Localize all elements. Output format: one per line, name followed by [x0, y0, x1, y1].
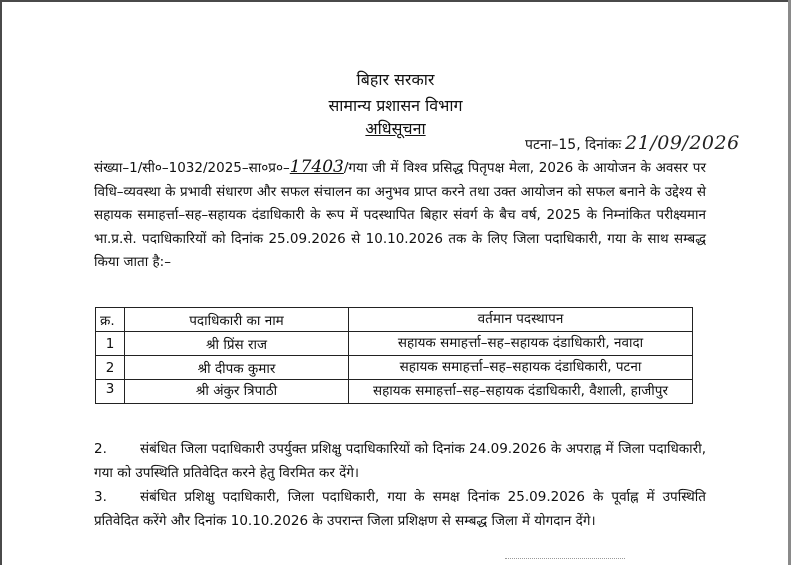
paragraph-3-number: 3. — [94, 489, 107, 505]
paragraph-3 — [94, 486, 706, 533]
reference-number-prefix: संख्या–1/सी०–1032/2025–सा०प्र०– — [94, 160, 290, 176]
paragraph-2-text: संबंधित जिला पदाधिकारी उपर्युक्त प्रशिक्षु पदाधिकारियों को दिनांक 24.09.2026 के अपराह्न में जिला पदाधिकारी, गया को उपस्थिति प्रतिवेदित करने हेतु विरमित कर देंगे। — [94, 441, 706, 481]
dateline — [525, 132, 740, 154]
table-row — [96, 332, 693, 356]
table-header-row — [96, 308, 693, 332]
header-serial: क्र. — [96, 308, 125, 332]
officers-table — [95, 307, 693, 404]
dateline-place: पटना–15, दिनांकः — [525, 137, 622, 153]
cell-officer-name: श्री दीपक कुमार — [125, 356, 349, 380]
header-current-posting: वर्तमान पदस्थापन — [349, 308, 693, 332]
table-row — [96, 356, 693, 380]
government-heading: बिहार सरकार — [356, 70, 435, 89]
cell-posting: सहायक समाहर्त्ता–सह–सहायक दंडाधिकारी, नवादा — [349, 332, 693, 356]
table-row — [96, 380, 693, 404]
page-border-top — [0, 0, 791, 2]
handwritten-reference-number: 17403 — [289, 157, 344, 177]
paragraph-2-number: 2. — [94, 441, 107, 457]
cell-officer-name: श्री अंकुर त्रिपाठी — [125, 380, 349, 404]
cell-posting: सहायक समाहर्त्ता–सह–सहायक दंडाधिकारी, वैशाली, हाजीपुर — [349, 380, 693, 404]
cell-posting: सहायक समाहर्त्ता–सह–सहायक दंडाधिकारी, पटना — [349, 356, 693, 380]
paragraph-1 — [94, 156, 706, 275]
cell-officer-name: श्री प्रिंस राज — [125, 332, 349, 356]
department-heading: सामान्य प्रशासन विभाग — [328, 96, 463, 115]
cell-serial: 3 — [96, 380, 125, 404]
cell-serial: 1 — [96, 332, 125, 356]
header-officer-name: पदाधिकारी का नाम — [125, 308, 349, 332]
paragraph-3-text: संबंधित प्रशिक्षु पदाधिकारी, जिला पदाधिकारी, गया के समक्ष दिनांक 25.09.2026 के पूर्वाह्न में उपस्थिति प्रतिवेदित करेंगे और दिनांक 10.10.2026 के उपरान्त जिला प्रशिक्षण से सम्बद्ध जिला में योगदान देंगे। — [94, 489, 706, 529]
handwritten-date: 21/09/2026 — [625, 132, 740, 154]
paragraph-2 — [94, 438, 706, 485]
cell-serial: 2 — [96, 356, 125, 380]
paragraph-1-text: /गया जी में विश्व प्रसिद्ध पितृपक्ष मेला, 2026 के आयोजन के अवसर पर विधि–व्यवस्था के प्रभावी संधारण और सफल संचालन का अनुभव प्राप्त करने तथा उक्त आयोजन को सफल बनाने के उद्देश्य से सहायक समाहर्त्ता–सह–सहायक दंडाधिकारी के रूप में पदस्थापित बिहार संवर्ग के बैच वर्ष, 2025 के निम्नांकित परीक्ष्यमान भा.प्र.से. पदाधिकारियों को दिनांक 25.09.2026 से 10.10.2026 तक के लिए जिला पदाधिकारी, गया के साथ सम्बद्ध किया जाता है:– — [94, 160, 706, 270]
notification-heading: अधिसूचना — [365, 119, 426, 138]
bottom-faint-mark — [505, 558, 625, 563]
